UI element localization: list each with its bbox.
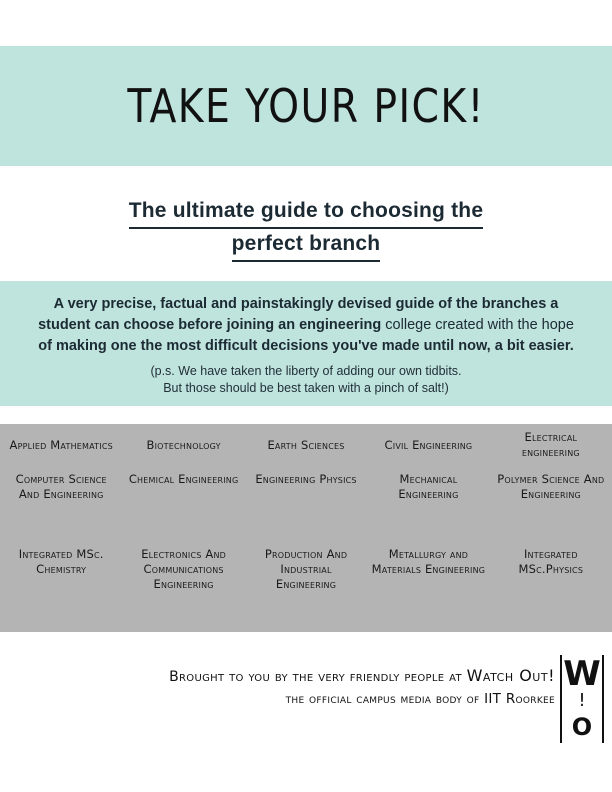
description-line-2-soft: college created with the hope — [381, 317, 574, 333]
description-line-1: A very precise, factual and painstakingly devised guide of the branches a — [53, 296, 559, 312]
postscript-line-1: (p.s. We have taken the liberty of adding our own tidbits. — [150, 364, 462, 378]
branch-cell[interactable]: Polymer Science And Engineering — [497, 472, 605, 501]
subtitle-line-1: The ultimate guide to choosing the — [129, 196, 483, 229]
branch-cell[interactable]: Applied Mathematics — [9, 437, 113, 452]
branch-cell[interactable]: Electrical engineering — [521, 430, 580, 459]
footer-brand-name: Watch Out! — [466, 666, 555, 685]
description-text — [20, 294, 592, 357]
branch-cell[interactable]: Biotechnology — [146, 437, 221, 452]
description-band — [0, 281, 612, 406]
branches-row — [0, 466, 612, 532]
branch-cell[interactable]: Production And Industrial Engineering — [264, 547, 348, 591]
branch-cell[interactable]: Chemical Engineering — [128, 472, 239, 486]
footer-line-1 — [169, 665, 555, 688]
branch-cell[interactable]: Electronics And Communications Engineering — [141, 547, 226, 591]
subtitle — [0, 196, 612, 262]
logo-exclamation-icon: ! — [578, 690, 586, 711]
subtitle-line-2: perfect branch — [232, 229, 381, 262]
logo-letter-o: O — [571, 713, 593, 741]
branches-grid — [0, 424, 612, 632]
footer-credit-prefix: Brought to you by the very friendly people at — [169, 669, 467, 685]
branch-cell[interactable]: Earth Sciences — [267, 437, 345, 452]
title-banner — [0, 46, 612, 166]
description-line-2-bold: student can choose before joining an engineering — [38, 317, 382, 333]
branches-row — [0, 532, 612, 632]
page-title: TAKE YOUR PICK! — [127, 79, 485, 133]
branch-cell[interactable]: Integrated MSc. Chemistry — [18, 547, 104, 576]
branch-cell[interactable]: Civil Engineering — [384, 437, 473, 452]
footer-credits — [169, 665, 555, 710]
branches-row — [0, 424, 612, 466]
footer-line-2: the official campus media body of IIT Roorkee — [285, 691, 555, 707]
postscript-line-2: But those should be best taken with a pinch of salt!) — [163, 381, 449, 395]
branch-cell[interactable]: Computer Science And Engineering — [15, 472, 107, 501]
branch-cell[interactable]: Metallurgy and Materials Engineering — [371, 547, 486, 576]
description-line-3: of making one the most difficult decisions you've made until now, a bit easier. — [38, 338, 574, 354]
footer — [0, 655, 612, 755]
postscript-text — [20, 363, 592, 397]
branch-cell[interactable]: Engineering Physics — [255, 472, 357, 486]
branch-cell[interactable]: Integrated MSc.Physics — [518, 547, 584, 576]
branch-cell[interactable]: Mechanical Engineering — [398, 472, 459, 501]
logo-letter-w: W — [563, 654, 601, 694]
watch-out-logo — [560, 655, 604, 743]
